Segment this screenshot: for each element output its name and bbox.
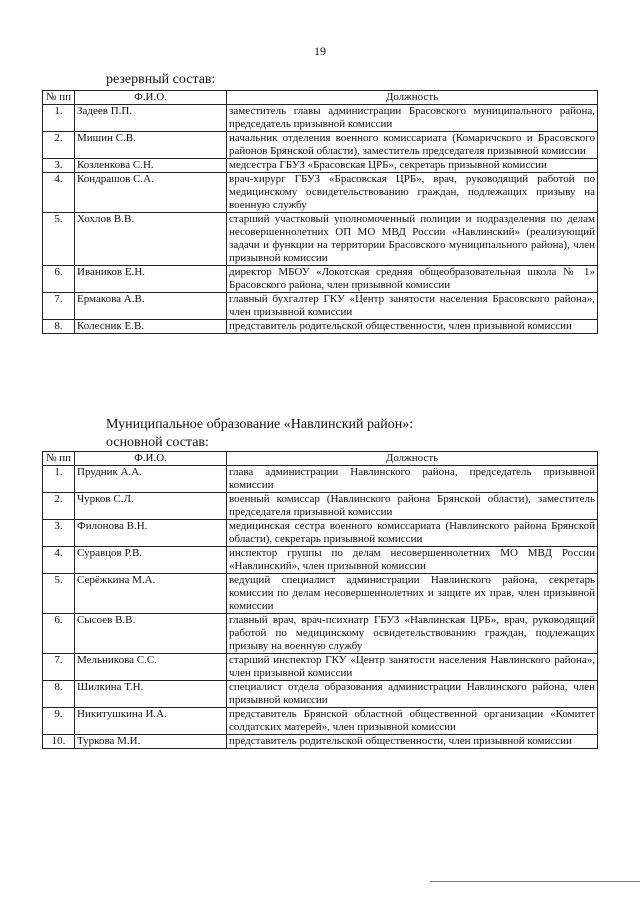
row-name: Серёжкина М.А. bbox=[75, 574, 227, 614]
table-row bbox=[43, 708, 598, 735]
row-num: 4. bbox=[43, 173, 75, 213]
row-position: военный комиссар (Навлинского района Брянской области), заместитель председателя призывной комиссии bbox=[227, 493, 598, 520]
municipality-heading: Муниципальное образование «Навлинский район»: bbox=[106, 417, 414, 432]
table-row bbox=[43, 681, 598, 708]
reserve-table bbox=[42, 90, 598, 334]
row-num: 10. bbox=[43, 735, 75, 749]
header-name: Ф.И.О. bbox=[75, 91, 227, 105]
row-position: старший инспектор ГКУ «Центр занятости населения Навлинского района», член призывной комиссии bbox=[227, 654, 598, 681]
main-heading: основной состав: bbox=[106, 435, 209, 450]
row-position: медицинская сестра военного комиссариата (Навлинского района Брянской области), секретарь призывной комиссии bbox=[227, 520, 598, 547]
table-row bbox=[43, 293, 598, 320]
row-name: Хохлов В.В. bbox=[75, 213, 227, 266]
row-num: 6. bbox=[43, 614, 75, 654]
row-num: 3. bbox=[43, 520, 75, 547]
row-name: Козленкова С.Н. bbox=[75, 159, 227, 173]
row-name: Мишин С.В. bbox=[75, 132, 227, 159]
row-name: Туркова М.И. bbox=[75, 735, 227, 749]
reserve-heading: резервный состав: bbox=[106, 72, 216, 87]
row-num: 7. bbox=[43, 654, 75, 681]
table-row bbox=[43, 132, 598, 159]
row-position: медсестра ГБУЗ «Брасовская ЦРБ», секретарь призывной комиссии bbox=[227, 159, 598, 173]
row-num: 8. bbox=[43, 320, 75, 334]
row-position: глава администрации Навлинского района, председатель призывной комиссии bbox=[227, 466, 598, 493]
row-num: 6. bbox=[43, 266, 75, 293]
header-position: Должность bbox=[227, 91, 598, 105]
table-row bbox=[43, 466, 598, 493]
page-number: 19 bbox=[314, 44, 326, 58]
row-name: Колесник Е.В. bbox=[75, 320, 227, 334]
row-position: главный врач, врач-психиатр ГБУЗ «Навлинская ЦРБ», врач, руководящий работой по медицинскому освидетельствованию граждан, подлежащих призыву на военную службу bbox=[227, 614, 598, 654]
row-position: начальник отделения военного комиссариата (Комаричского и Брасовского районов Брянской области), заместитель председателя призывной комиссии bbox=[227, 132, 598, 159]
table-row bbox=[43, 735, 598, 749]
row-name: Шилкина Т.Н. bbox=[75, 681, 227, 708]
table-header-row bbox=[43, 91, 598, 105]
row-position: заместитель главы администрации Брасовского муниципального района, председатель призывной комиссии bbox=[227, 105, 598, 132]
row-position: инспектор группы по делам несовершеннолетних МО МВД России «Навлинский», член призывной комиссии bbox=[227, 547, 598, 574]
row-position: старший участковый уполномоченный полиции и подразделения по делам несовершеннолетних ОП МО МВД России «Навлинский» (реализующий задачи и функции на территории Брасовского муниципального района), член призывной комиссии bbox=[227, 213, 598, 266]
main-table bbox=[42, 451, 598, 749]
row-num: 1. bbox=[43, 105, 75, 132]
table-row bbox=[43, 614, 598, 654]
header-position: Должность bbox=[227, 452, 598, 466]
row-num: 1. bbox=[43, 466, 75, 493]
row-num: 5. bbox=[43, 213, 75, 266]
header-num: № пп bbox=[43, 452, 75, 466]
row-position: представитель родительской общественности, член призывной комиссии bbox=[227, 320, 598, 334]
table-row bbox=[43, 520, 598, 547]
row-num: 8. bbox=[43, 681, 75, 708]
row-name: Иваников Е.Н. bbox=[75, 266, 227, 293]
table-row bbox=[43, 654, 598, 681]
row-num: 2. bbox=[43, 132, 75, 159]
row-name: Чурков С.Л. bbox=[75, 493, 227, 520]
row-name: Ермакова А.В. bbox=[75, 293, 227, 320]
row-position: врач-хирург ГБУЗ «Брасовская ЦРБ», врач, руководящий работой по медицинскому освидетельствованию граждан, подлежащих призыву на военную службу bbox=[227, 173, 598, 213]
table-row bbox=[43, 173, 598, 213]
row-num: 9. bbox=[43, 708, 75, 735]
row-num: 2. bbox=[43, 493, 75, 520]
row-name: Кондрашов С.А. bbox=[75, 173, 227, 213]
table-row bbox=[43, 105, 598, 132]
header-num: № пп bbox=[43, 91, 75, 105]
row-position: представитель Брянской областной общественной организации «Комитет солдатских матерей», член призывной комиссии bbox=[227, 708, 598, 735]
table-row bbox=[43, 547, 598, 574]
row-name: Задеев П.П. bbox=[75, 105, 227, 132]
row-position: представитель родительской общественности, член призывной комиссии bbox=[227, 735, 598, 749]
header-name: Ф.И.О. bbox=[75, 452, 227, 466]
table-header-row bbox=[43, 452, 598, 466]
table-row bbox=[43, 213, 598, 266]
row-name: Филонова В.Н. bbox=[75, 520, 227, 547]
table-row bbox=[43, 320, 598, 334]
table-row bbox=[43, 493, 598, 520]
table-row bbox=[43, 574, 598, 614]
row-name: Прудник А.А. bbox=[75, 466, 227, 493]
row-position: главный бухгалтер ГКУ «Центр занятости населения Брасовского района», член призывной комиссии bbox=[227, 293, 598, 320]
row-name: Никитушкина И.А. bbox=[75, 708, 227, 735]
row-position: директор МБОУ «Локотская средняя общеобразовательная школа № 1» Брасовского района, член призывной комиссии bbox=[227, 266, 598, 293]
row-name: Суравцов Р.В. bbox=[75, 547, 227, 574]
table-row bbox=[43, 266, 598, 293]
row-num: 4. bbox=[43, 547, 75, 574]
row-name: Сысоев В.В. bbox=[75, 614, 227, 654]
row-position: специалист отдела образования администрации Навлинского района, член призывной комиссии bbox=[227, 681, 598, 708]
table-row bbox=[43, 159, 598, 173]
row-num: 5. bbox=[43, 574, 75, 614]
row-num: 3. bbox=[43, 159, 75, 173]
row-name: Мельникова С.С. bbox=[75, 654, 227, 681]
footer-rule bbox=[430, 881, 640, 882]
row-num: 7. bbox=[43, 293, 75, 320]
row-position: ведущий специалист администрации Навлинского района, секретарь комиссии по делам несовершеннолетних и защите их прав, член призывной комиссии bbox=[227, 574, 598, 614]
